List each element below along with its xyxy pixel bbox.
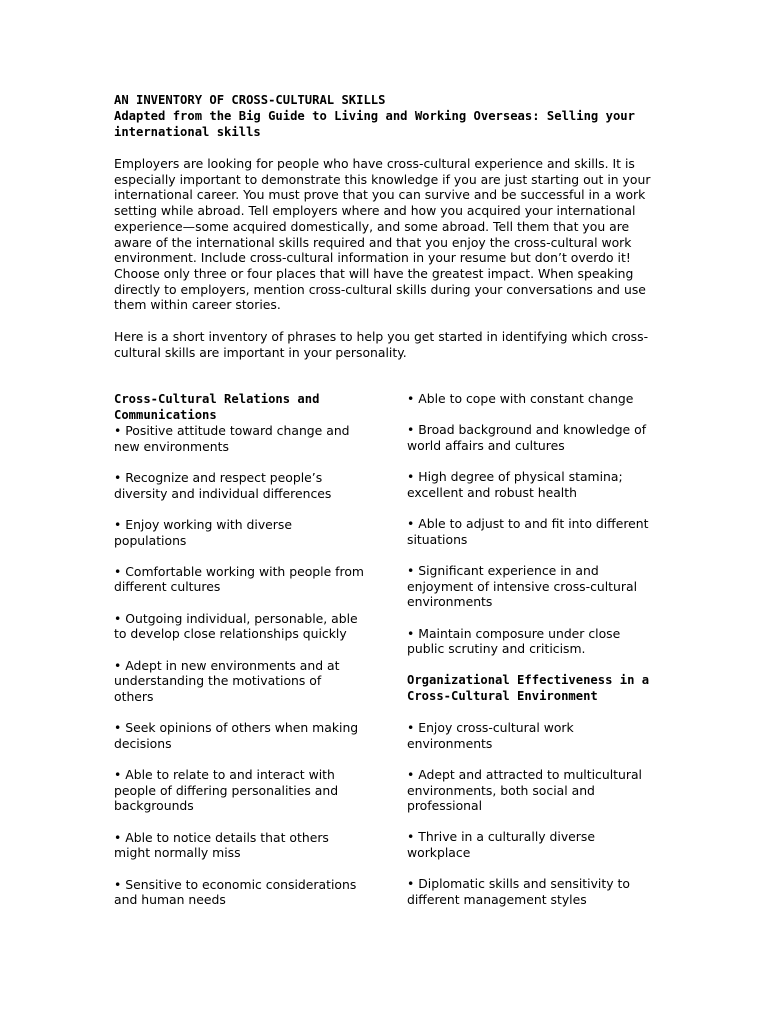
list-item: • Thrive in a culturally diverse workplace: [407, 829, 595, 861]
list-item: • Adept and attracted to multicultural environments, both social and professional: [407, 766, 642, 814]
list-item: • Diplomatic skills and sensitivity to different management styles: [407, 876, 630, 908]
intro-paragraph-inventory: Here is a short inventory of phrases to help you get started in identifying which cross-cultural skills are important in your personality.: [114, 329, 649, 360]
list-item: • Outgoing individual, personable, able to develop close relationships quickly: [114, 610, 358, 642]
list-item: • Broad background and knowledge of world affairs and cultures: [407, 422, 647, 453]
list-item: • Seek opinions of others when making decisions: [114, 720, 359, 751]
intro-paragraph: Employers are looking for people who have cross-cultural experience and skills. It is especially important to demonstrate this knowledge if you are just starting out in your international career. You must prove that you can survive and be successful in a work setting while abroad. Tell employers where and how you acquired your international experience—some acquired domestically, and some abroad. Tell them that you are aware of the international skills required and that you enjoy the cross-cultural work environment. Include cross-cultural information in your resume but don’t overdo it! Choose only three or four places that will have the greatest impact. When speaking directly to employers, mention cross-cultural skills during your conversations and use them within career stories.: [114, 156, 651, 313]
list-item: • Adept in new environments and at understanding the motivations of others: [114, 657, 340, 704]
list-item: • Able to relate to and interact with people of differing personalities and backgrounds: [114, 767, 339, 814]
list-item: • Enjoy cross-cultural work environments: [407, 719, 574, 751]
list-item: • Significant experience in and enjoyment of intensive cross-cultural environments: [407, 562, 638, 610]
left-column: [114, 391, 364, 923]
document-title: AN INVENTORY OF CROSS-CULTURAL SKILLS: [114, 93, 386, 107]
list-item: • Maintain composure under close public scrutiny and criticism.: [407, 625, 621, 657]
list-item: • Comfortable working with people from different cultures: [114, 563, 364, 595]
section-heading-relations: Cross-Cultural Relations and Communications: [114, 392, 320, 422]
document-subtitle: Adapted from the Big Guide to Living and Working Overseas: Selling your international skills: [114, 109, 635, 139]
list-item: • Positive attitude toward change and new environments: [114, 423, 350, 454]
list-item: • Sensitive to economic considerations and human needs: [114, 876, 357, 908]
section-heading-organizational: Organizational Effectiveness in a Cross-Cultural Environment: [407, 673, 650, 704]
list-item: • Recognize and respect people’s diversity and individual differences: [114, 469, 332, 501]
list-item: • Enjoy working with diverse populations: [114, 516, 292, 548]
right-column: [407, 391, 657, 923]
list-item: • Able to notice details that others might normally miss: [114, 829, 329, 861]
skills-columns: [114, 391, 662, 951]
list-item: • Able to adjust to and fit into different situations: [407, 516, 649, 547]
list-item: • High degree of physical stamina; excellent and robust health: [407, 469, 623, 500]
document-page: [114, 92, 662, 908]
list-item: • Able to cope with constant change: [407, 391, 634, 406]
